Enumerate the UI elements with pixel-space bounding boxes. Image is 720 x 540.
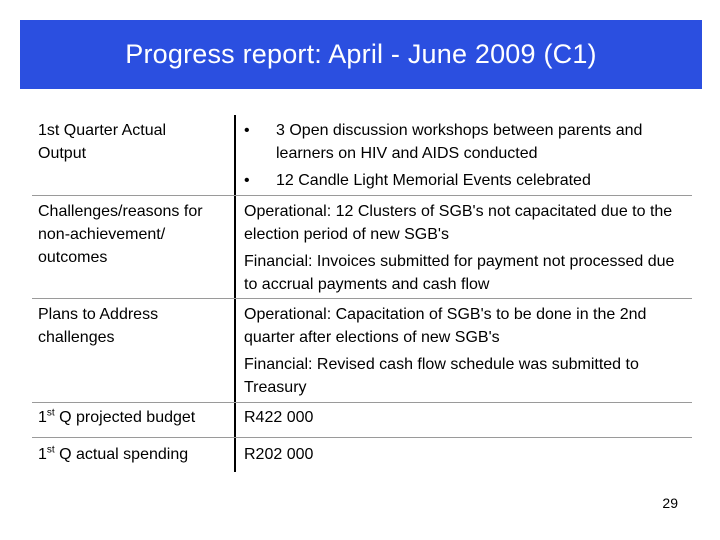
row-label: 1st Quarter Actual Output [38, 122, 167, 162]
title-bar [20, 20, 702, 89]
page-number: 29 [662, 495, 678, 511]
bullet-icon: • [244, 172, 250, 189]
paragraph: Financial: Revised cash flow schedule was submitted to Treasury [244, 356, 639, 396]
progress-table [32, 115, 692, 472]
paragraph: Financial: Invoices submitted for payment not processed due to accrual payments and cash flow [244, 253, 675, 293]
slide-title: Progress report: April - June 2009 (C1) [125, 39, 597, 69]
row-label: Challenges/reasons for non-achievement/ outcomes [38, 203, 203, 266]
table-row [32, 403, 692, 438]
list-item: • 3 Open discussion workshops between parents and learners on HIV and AIDS conducted [244, 119, 692, 165]
row-value [236, 196, 692, 298]
table-row [32, 299, 692, 403]
bullet-icon: • [244, 122, 250, 139]
paragraph: Operational: Capacitation of SGB's to be done in the 2nd quarter after elections of new SGB's [244, 306, 647, 346]
table-row [32, 115, 692, 196]
table-row [32, 438, 692, 472]
row-label: Plans to Address challenges [38, 306, 159, 346]
row-value [236, 115, 692, 195]
paragraph: Operational: 12 Clusters of SGB's not capacitated due to the election period of new SGB's [244, 203, 673, 243]
row-value [236, 299, 692, 402]
row-label: 1st Q actual spending [38, 444, 189, 463]
spending-value: R202 000 [244, 446, 314, 463]
table-row [32, 196, 692, 299]
budget-value: R422 000 [244, 409, 314, 426]
list-item: • 12 Candle Light Memorial Events celebrated [244, 169, 692, 192]
row-label: 1st Q projected budget [38, 407, 196, 426]
